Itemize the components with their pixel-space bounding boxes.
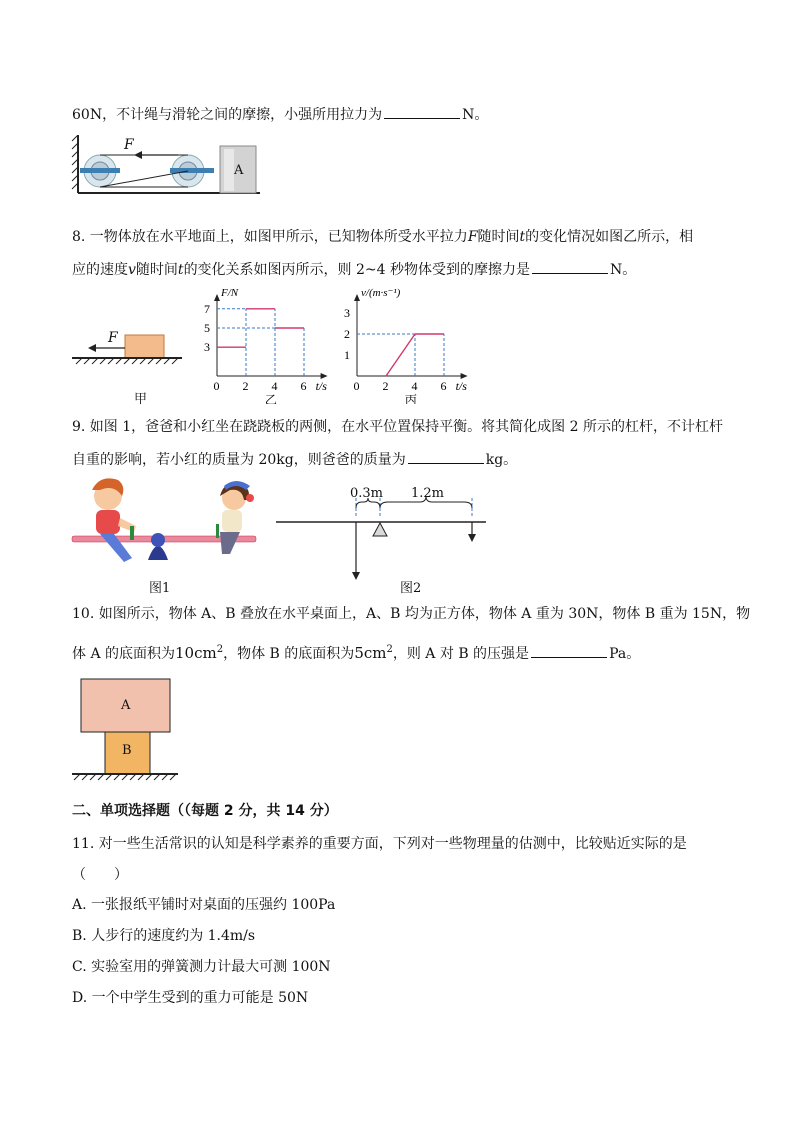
- q8-line-2: 应的速度v随时间t的变化关系如图丙所示，则 2~4 秒物体受到的摩擦力是 N。: [72, 259, 636, 279]
- yi-y-tick-3: 3: [204, 340, 210, 355]
- bing-y-tick-2: 2: [344, 327, 350, 341]
- q8-line-1: 8. 一物体放在水平地面上，如图甲所示，已知物体所受水平拉力F随时间t的变化情况如图乙所示，相: [72, 229, 694, 245]
- q9-line-1: 9. 如图 1，爸爸和小红坐在跷跷板的两侧，在水平位置保持平衡。将其简化成图 2 所示的杠杆，不计杠杆: [72, 419, 723, 435]
- q9-len-right-label: 1.2m: [411, 486, 445, 501]
- answer-blank-q9[interactable]: [408, 449, 484, 464]
- q11-paren: （ ）: [72, 867, 128, 883]
- bing-y-label: v/(m·s⁻¹): [361, 287, 401, 299]
- answer-blank-q8[interactable]: [532, 259, 608, 274]
- q8-jia-caption: 甲: [134, 392, 148, 407]
- section-2-heading: 二、单项选择题（（每题 2 分，共 14 分）: [72, 803, 338, 819]
- q11-stem: 11. 对一些生活常识的认知是科学素养的重要方面，下列对一些物理量的估测中，比较贴近实际的是: [72, 836, 687, 852]
- q10-line-2: 体 A 的底面积为$10cm^2$，物体 B 的底面积为$5cm^2$，则 A 对 B 的压强是 Pa。: [72, 644, 641, 662]
- q7-block-label: A: [234, 163, 244, 178]
- q8-chart-yi: [200, 284, 340, 404]
- yi-x-label: t/s: [315, 379, 327, 393]
- q8-chart-bing: [340, 284, 480, 404]
- yi-x-tick-4: 4: [271, 379, 278, 393]
- bing-x-tick-0: 0: [353, 379, 360, 393]
- answer-blank-q7[interactable]: [384, 104, 460, 119]
- q8-jia-force-label: F: [108, 330, 118, 346]
- bing-y-axis-arrow: [354, 294, 360, 301]
- q10-block-b-label: B: [122, 743, 132, 758]
- yi-y-tick-7: 7: [204, 301, 210, 316]
- q9-fig1-seesaw: [70, 474, 260, 570]
- bing-x-tick-4: 4: [411, 379, 418, 393]
- answer-blank-q10[interactable]: [531, 643, 607, 658]
- yi-y-axis-arrow: [214, 294, 220, 301]
- q8-fig-jia: [70, 328, 190, 372]
- q9-len-left-label: 0.3m: [350, 486, 384, 501]
- yi-y-label: F/N: [221, 287, 239, 299]
- yi-x-tick-0: 0: [213, 379, 220, 393]
- bing-y-tick-3: 3: [344, 306, 350, 320]
- bing-y-tick-1: 1: [344, 348, 350, 362]
- q11-option-a[interactable]: A. 一张报纸平铺时对桌面的压强约 100Pa: [72, 897, 336, 913]
- q9-line-2: 自重的影响，若小红的质量为 20kg，则爸爸的质量为 kg。: [72, 449, 517, 469]
- q10-block-a-label: A: [121, 698, 131, 713]
- yi-y-tick-5: 5: [204, 321, 210, 335]
- area-a: $10cm^2$: [175, 644, 224, 662]
- q11-option-c[interactable]: C. 实验室用的弹簧测力计最大可测 100N: [72, 959, 331, 975]
- q11-option-d[interactable]: D. 一个中学生受到的重力可能是 50N: [72, 990, 309, 1006]
- yi-x-tick-6: 6: [300, 379, 307, 393]
- bing-x-tick-6: 6: [440, 379, 447, 393]
- q7-tail-text: 60N，不计绳与滑轮之间的摩擦，小强所用拉力为 N。: [72, 104, 488, 124]
- q9-fig1-caption: 图1: [149, 581, 171, 596]
- yi-caption: 乙: [264, 393, 277, 404]
- q7-force-label: F: [124, 137, 134, 153]
- q10-stacked-blocks-figure: [70, 676, 182, 784]
- area-b: $5cm^2$: [354, 644, 393, 662]
- bing-series-segment-0: [386, 334, 415, 376]
- bing-caption: 丙: [404, 393, 417, 404]
- bing-x-label: t/s: [455, 379, 467, 393]
- bing-x-tick-2: 2: [382, 379, 389, 393]
- q10-line-1: 10. 如图所示，物体 A、B 叠放在水平桌面上，A、B 均为正方体，物体 A 重为 30N，物体 B 重为 15N，物: [72, 606, 751, 622]
- q11-option-b[interactable]: B. 人步行的速度约为 1.4m/s: [72, 928, 256, 944]
- q9-fig2-caption: 图2: [400, 581, 422, 596]
- yi-x-tick-2: 2: [242, 379, 249, 393]
